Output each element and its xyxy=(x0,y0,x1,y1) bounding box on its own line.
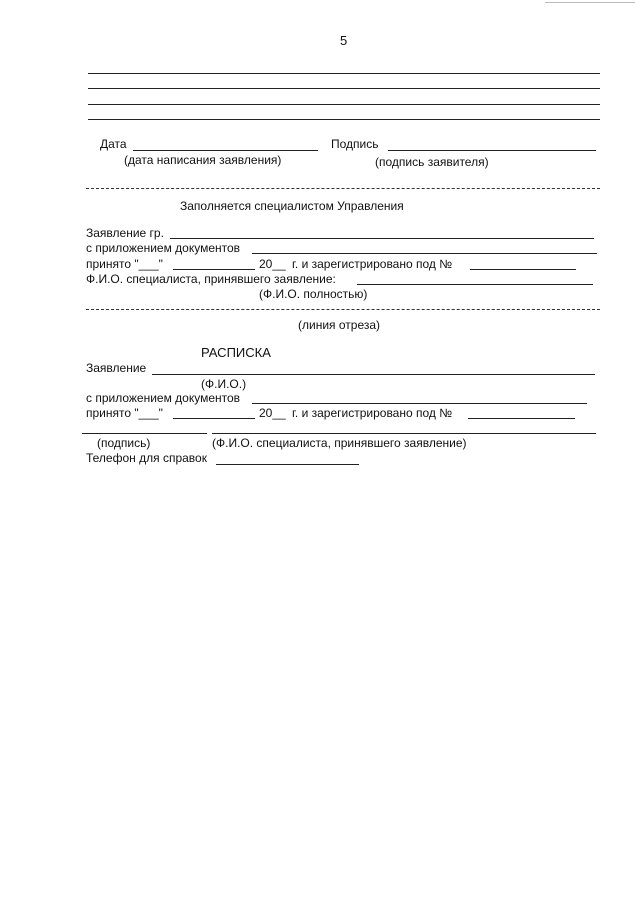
date-label: Дата xyxy=(100,137,127,151)
registration-number-field[interactable] xyxy=(470,269,576,270)
receipt-specialist-field[interactable] xyxy=(212,433,596,434)
blank-line xyxy=(88,73,600,74)
corner-mark xyxy=(545,2,635,3)
receipt-registration-number-field[interactable] xyxy=(468,418,575,419)
receipt-accepted-prefix: принято "___" xyxy=(86,406,163,420)
receipt-signature-field[interactable] xyxy=(82,433,207,434)
blank-line xyxy=(88,104,600,105)
statement-label: Заявление гр. xyxy=(86,226,164,240)
blank-line xyxy=(88,119,600,120)
year-prefix: 20__ xyxy=(259,257,286,271)
section-divider xyxy=(86,188,600,189)
receipt-fio-caption: (Ф.И.О.) xyxy=(201,377,247,391)
receipt-specialist-caption: (Ф.И.О. специалиста, принявшего заявление) xyxy=(212,436,467,450)
attachments-label: с приложением документов xyxy=(86,241,241,255)
specialist-heading: Заполняется специалистом Управления xyxy=(180,199,404,213)
receipt-signature-caption: (подпись) xyxy=(97,436,151,450)
cut-line-caption: (линия отреза) xyxy=(298,318,381,332)
statement-field[interactable] xyxy=(170,238,594,239)
accepted-prefix: принято "___" xyxy=(86,257,163,271)
receipt-accepted-month-field[interactable] xyxy=(173,418,255,419)
receipt-year-prefix: 20__ xyxy=(259,406,286,420)
blank-line xyxy=(88,88,600,89)
page-number: 5 xyxy=(340,33,348,48)
attachments-field[interactable] xyxy=(252,253,597,254)
receipt-title: РАСПИСКА xyxy=(201,345,271,360)
specialist-label: Ф.И.О. специалиста, принявшего заявление: xyxy=(86,272,336,286)
date-caption: (дата написания заявления) xyxy=(124,153,282,167)
receipt-attachments-label: с приложением документов xyxy=(86,391,241,405)
signature-caption: (подпись заявителя) xyxy=(375,155,489,169)
phone-field[interactable] xyxy=(216,464,359,465)
receipt-statement-label: Заявление xyxy=(86,361,147,375)
signature-label: Подпись xyxy=(331,137,379,151)
phone-label: Телефон для справок xyxy=(86,451,207,465)
cut-line xyxy=(86,309,600,310)
registered-text: г. и зарегистрировано под № xyxy=(292,257,453,271)
accepted-month-field[interactable] xyxy=(173,269,255,270)
date-field[interactable] xyxy=(133,150,318,151)
specialist-name-field[interactable] xyxy=(357,284,593,285)
signature-field[interactable] xyxy=(388,150,596,151)
full-name-caption: (Ф.И.О. полностью) xyxy=(259,287,368,301)
receipt-registered-text: г. и зарегистрировано под № xyxy=(292,406,453,420)
receipt-attachments-field[interactable] xyxy=(252,403,587,404)
receipt-statement-field[interactable] xyxy=(152,374,595,375)
